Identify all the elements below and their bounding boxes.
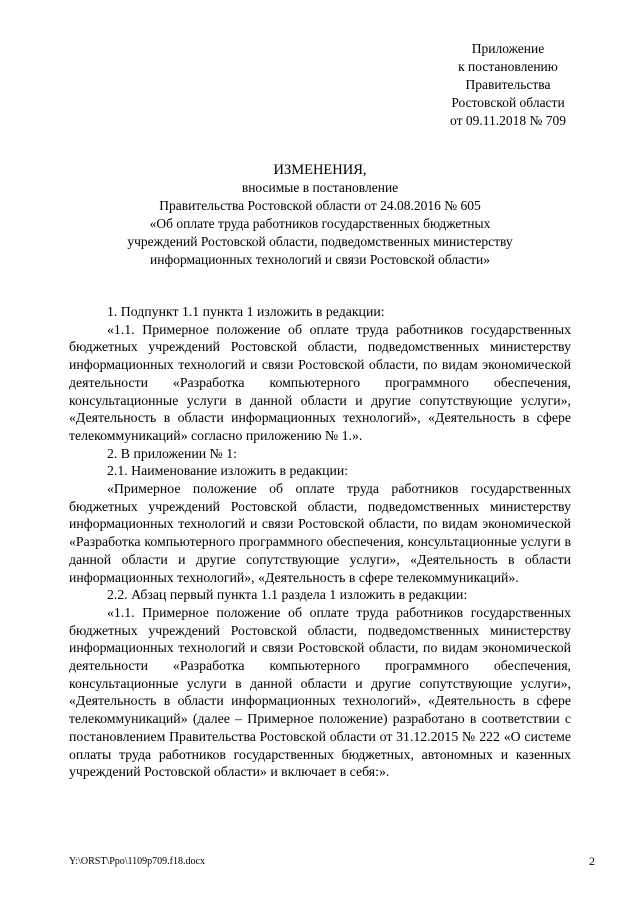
title-line: Правительства Ростовской области от 24.08.2016 № 605 (159, 198, 481, 213)
paragraph: «1.1. Примерное положение об оплате труда работников государственных бюджетных учреждений Ростовской области, подведомственных министерству информационных технологий и связи Ростовской области, по видам экономической деятельности «Разработка компьютерного программного обеспечения, консультационные услуги в данной области и другие сопутствующие услуги», «Деятельность в области информационных технологий», «Деятельность в сфере телекоммуникаций» (далее – Примерное положение) разработано в соответствии с постановлением Правительства Ростовской области от 31.12.2015 № 222 «О системе оплаты труда работников государственных бюджетных, автономных и казенных учреждений Ростовской области» и включает в себя:». (69, 604, 571, 780)
appendix-line: Ростовской области (451, 95, 565, 110)
paragraph: 2.1. Наименование изложить в редакции: (107, 463, 349, 479)
paragraph: 1. Подпункт 1.1 пункта 1 изложить в редакции: (107, 304, 385, 319)
appendix-block (420, 40, 596, 130)
appendix-line: Приложение (471, 41, 545, 56)
title-line: учреждений Ростовской области, подведомственных министерству (127, 234, 513, 249)
document-body (69, 303, 571, 781)
title-line: информационных технологий и связи Ростовской области» (150, 252, 490, 267)
page-number: 2 (589, 854, 595, 868)
appendix-line: к постановлению (458, 59, 558, 74)
paragraph: 2. В приложении № 1: (107, 445, 237, 461)
title-heading: ИЗМЕНЕНИЯ, (273, 162, 367, 178)
appendix-line: Правительства (465, 77, 551, 92)
title-line: «Об оплате труда работников государственных бюджетных (149, 216, 491, 231)
document-title (70, 161, 570, 269)
paragraph: «Примерное положение об оплате труда работников государственных бюджетных учреждений Ростовской области, подведомственных министерству информационных технологий и связи Ростовской области, по видам экономической «Разработка компьютерного программного обеспечения, консультационные услуги в данной области и другие сопутствующие услуги», «Деятельность в области информационных технологий», «Деятельность в сфере телекоммуникаций». (69, 481, 571, 585)
paragraph: 2.2. Абзац первый пункта 1.1 раздела 1 изложить в редакции: (107, 587, 468, 603)
appendix-line: от 09.11.2018 № 709 (450, 113, 566, 128)
title-line: вносимые в постановление (241, 180, 399, 195)
paragraph: «1.1. Примерное положение об оплате труда работников государственных бюджетных учреждений Ростовской области, подведомственных министерству информационных технологий и связи Ростовской области, по видам экономической деятельности «Разработка компьютерного программного обеспечения, консультационные услуги в данной области и другие сопутствующие услуги», «Деятельность в области информационных технологий», «Деятельность в сфере телекоммуникаций» согласно приложению № 1.». (69, 321, 571, 443)
footer-file-path: Y:\ORST\Ppo\1109p709.f18.docx (69, 856, 205, 867)
